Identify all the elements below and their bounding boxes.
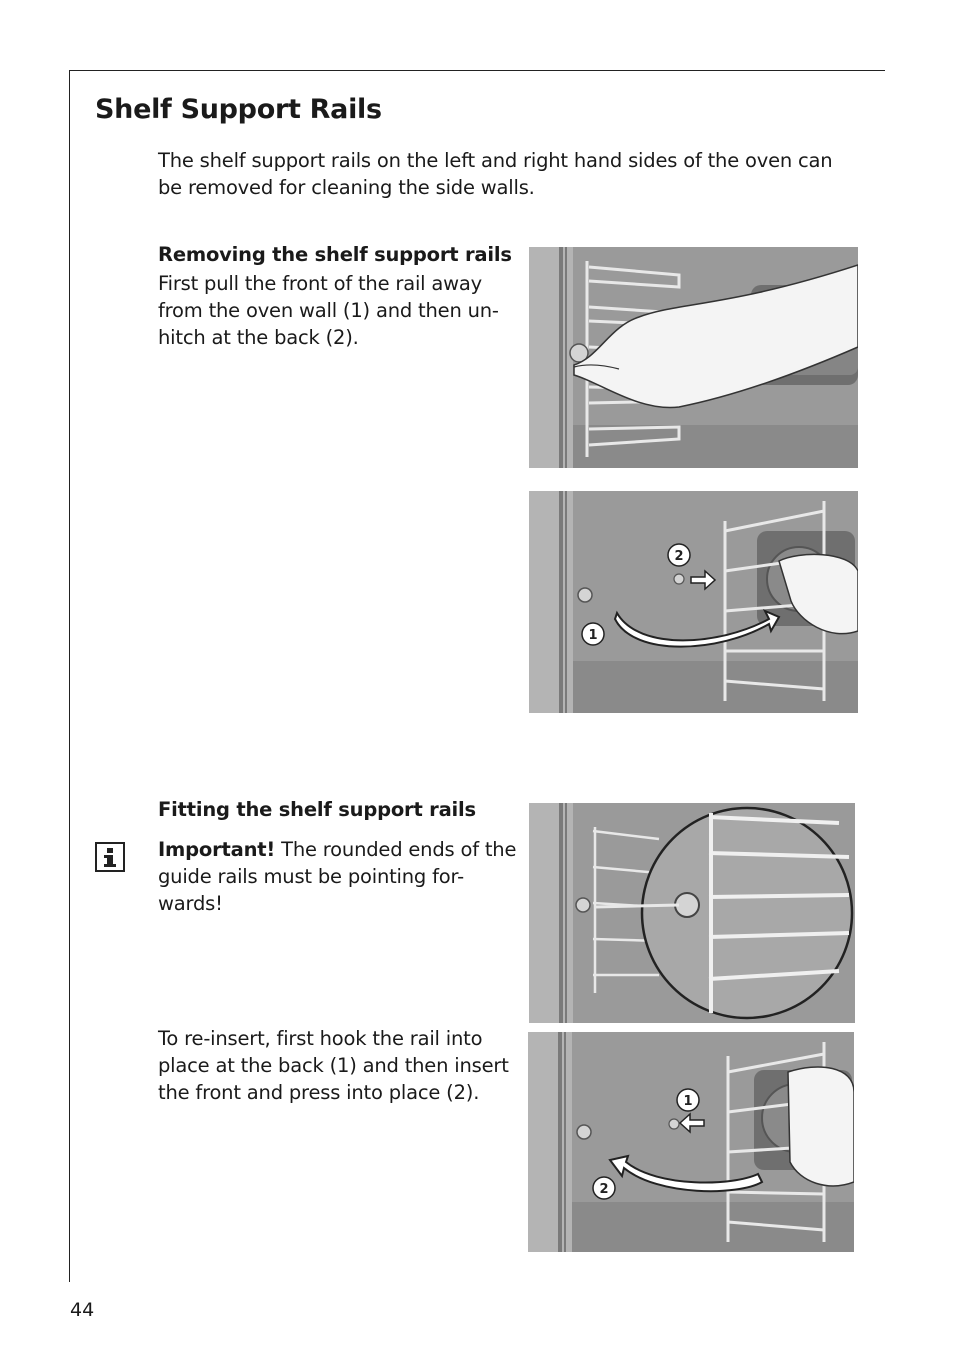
intro-paragraph: The shelf support rails on the left and right hand sides of the oven can be removed for cleaning the side walls. xyxy=(158,149,833,199)
removing-heading: Removing the shelf support rails xyxy=(158,243,512,266)
left-rule xyxy=(69,70,70,1282)
fitting-heading: Fitting the shelf support rails xyxy=(158,798,476,821)
info-icon xyxy=(95,842,125,872)
fitting-instructions: To re-insert, first hook the rail into place at the back (1) and then insert the front and press into place (2). xyxy=(158,1027,509,1104)
important-text: The rounded ends of the guide rails must be pointing for-wards! xyxy=(158,838,517,915)
removing-step1-illustration xyxy=(529,247,858,468)
page-number: 44 xyxy=(70,1299,95,1321)
fitting-step-illustration xyxy=(528,1032,854,1252)
top-rule xyxy=(69,70,885,71)
rounded-ends-illustration xyxy=(529,803,855,1023)
removing-instructions: First pull the front of the rail away from the oven wall (1) and then un-hitch at the back (2). xyxy=(158,272,499,349)
removing-step2-illustration xyxy=(529,491,858,713)
callout-2-label: 2 xyxy=(674,549,684,564)
important-note xyxy=(158,836,518,917)
page-title: Shelf Support Rails xyxy=(95,94,382,125)
callout-2-label: 2 xyxy=(599,1182,609,1197)
important-label: Important! xyxy=(158,838,276,861)
callout-1-label: 1 xyxy=(588,628,598,643)
callout-1-label: 1 xyxy=(683,1094,693,1109)
